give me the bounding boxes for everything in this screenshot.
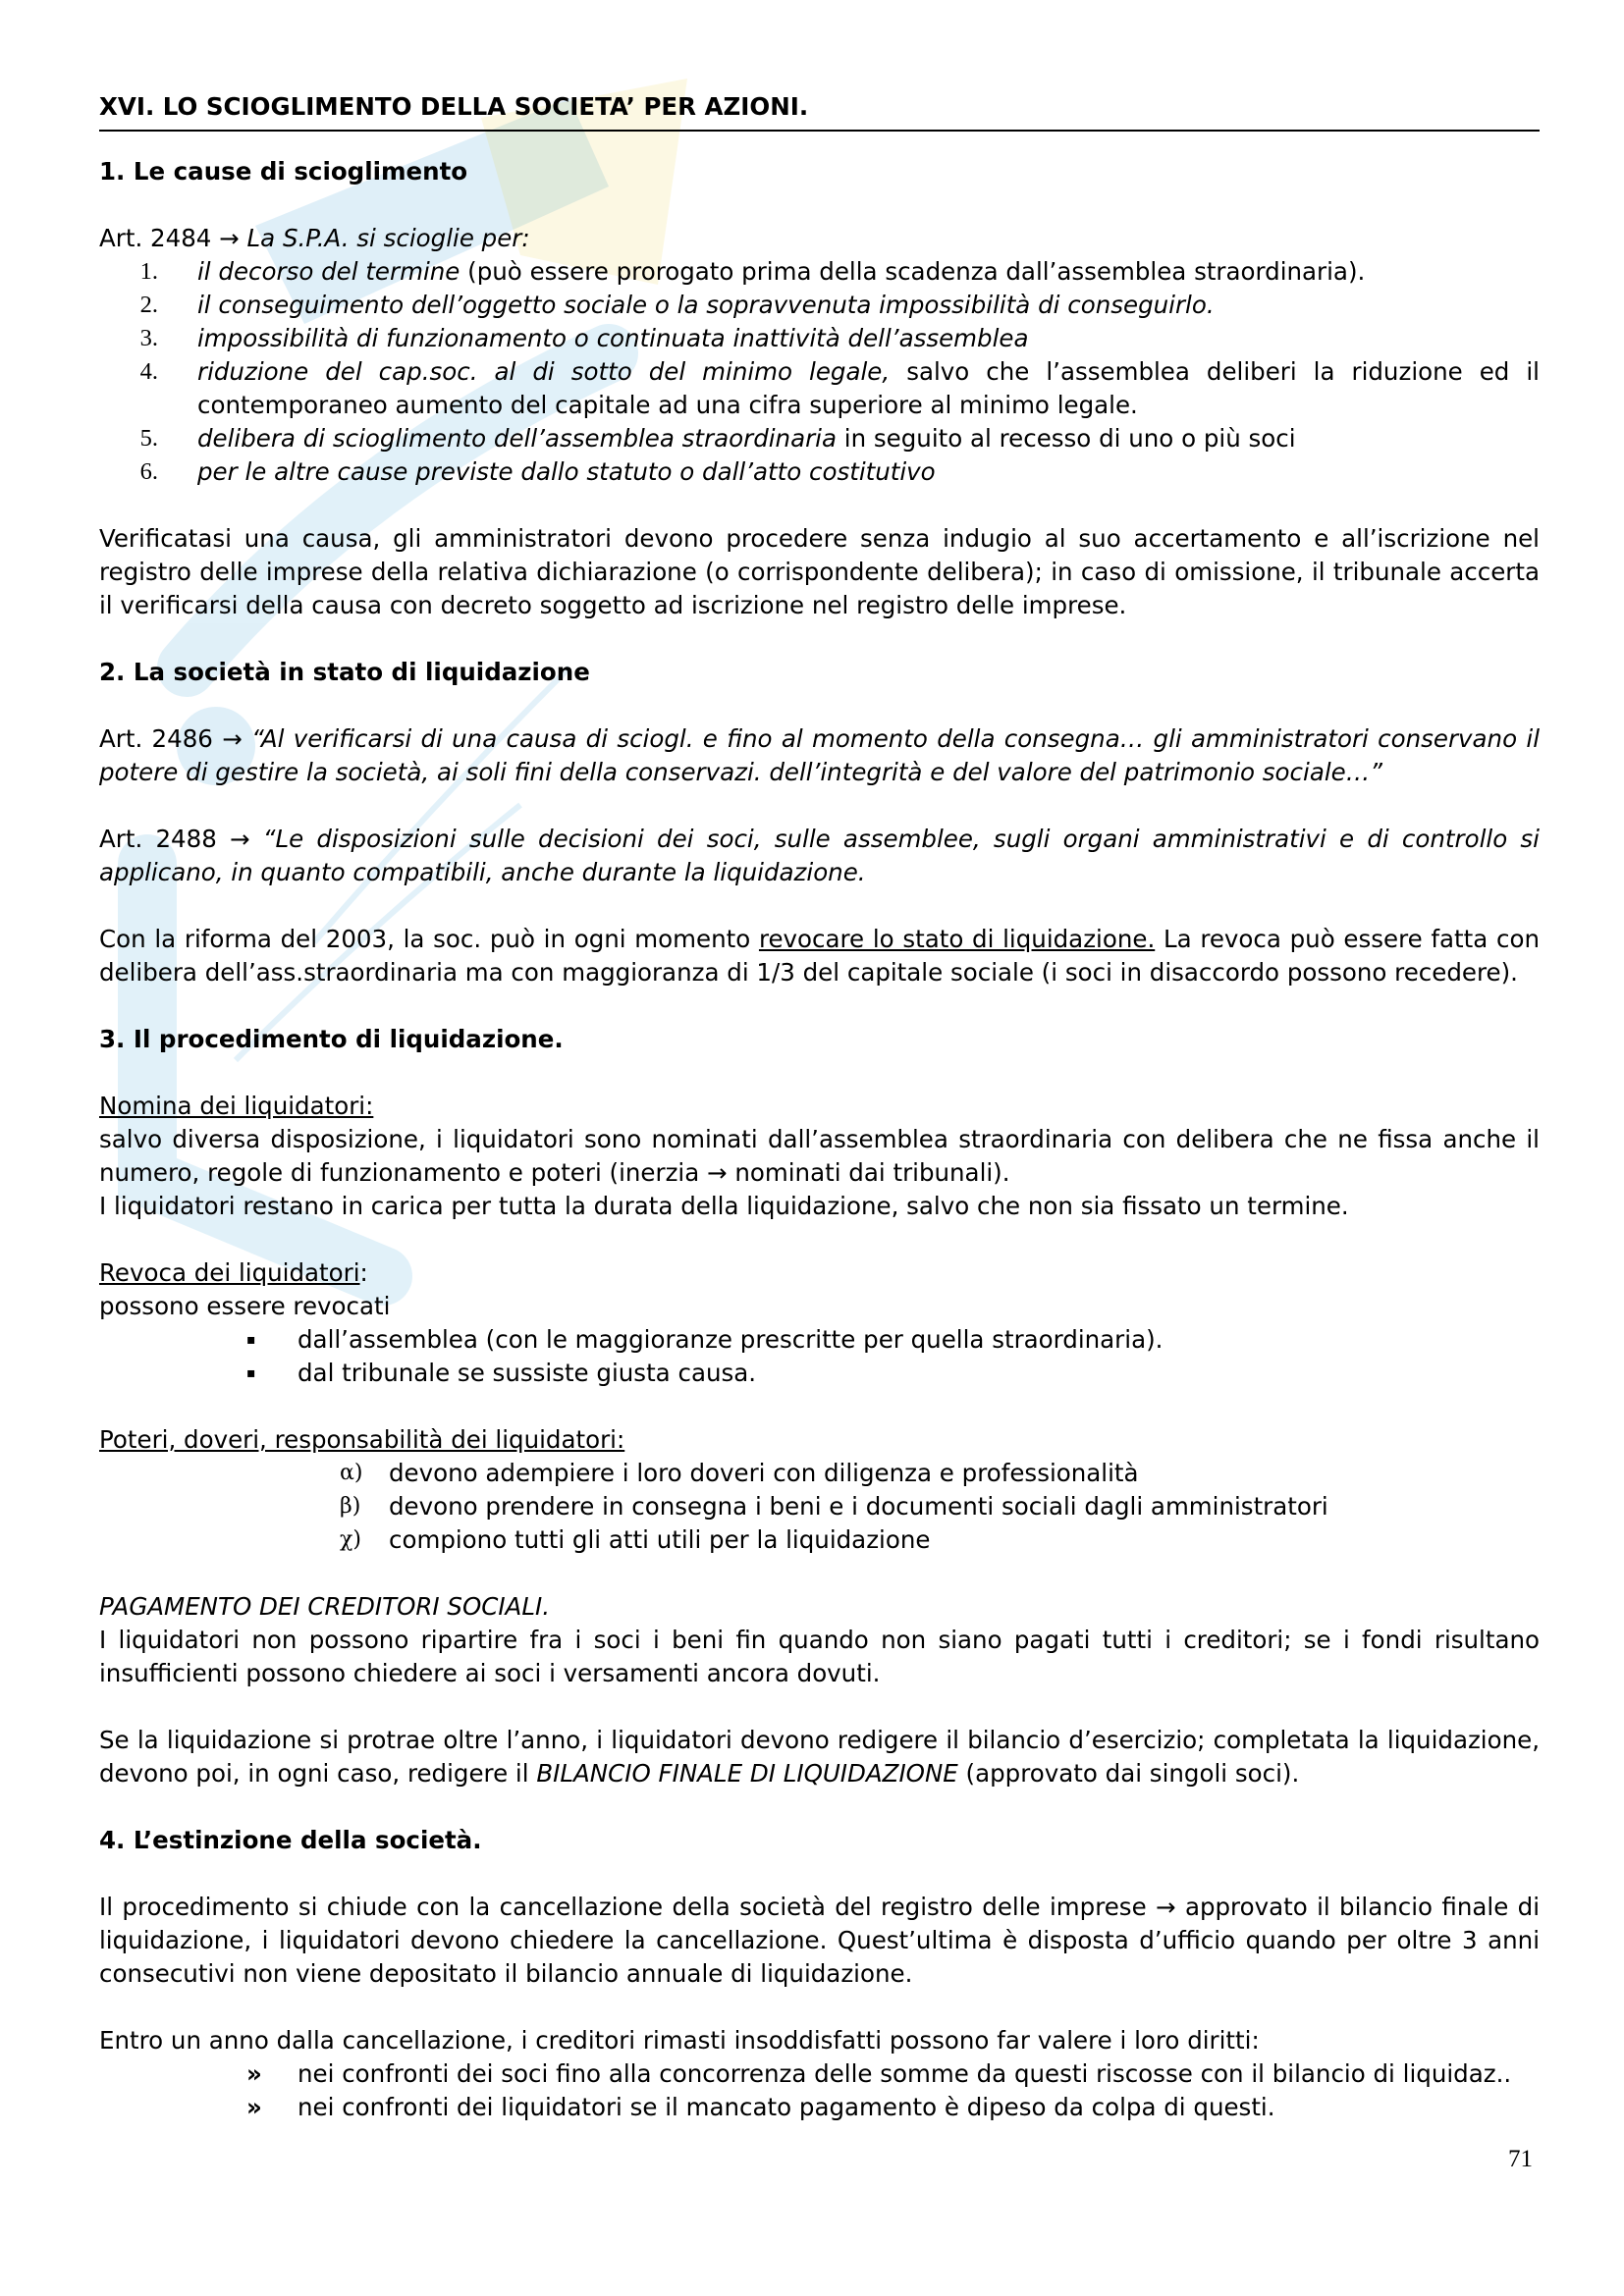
item-text: nei confronti dei liquidatori se il mancato pagamento è dipeso da colpa di questi.: [298, 2093, 1275, 2121]
art-label: Art. 2486: [99, 724, 213, 753]
arrow-icon: →: [222, 724, 243, 753]
square-bullet-icon: ▪: [246, 1332, 256, 1348]
underlined-label: Revoca dei liquidatori: [99, 1258, 360, 1287]
art-label: Art. 2488: [99, 825, 217, 853]
text-run: approvato il bilancio finale di liquidazione, i liquidatori devono chiedere la cancellazione. Quest’ultima è disposta d’ufficio quando per oltre 3 anni consecutivi non viene depositato il bilancio annuale di liquidazione.: [99, 1893, 1541, 1988]
list-number: 3.: [139, 325, 158, 351]
art-2486-paragraph: [99, 722, 1540, 789]
item-italic: il decorso del termine: [197, 257, 460, 286]
underlined-label: Poteri, doveri, responsabilità dei liquidatori:: [99, 1425, 625, 1454]
art-2484-line: [99, 222, 1540, 255]
list-marker: α): [340, 1461, 363, 1485]
item-italic: delibera di scioglimento dell’assemblea straordinaria: [197, 424, 837, 453]
section-3-heading: 3. Il procedimento di liquidazione.: [99, 1025, 564, 1053]
art-text: “Le disposizioni sulle decisioni dei soci, sulle assemblee, sugli organi amministrativi e di controllo si applicano, in quanto compatibili, anche durante la liquidazione.: [99, 825, 1540, 886]
subsection-title: PAGAMENTO DEI CREDITORI SOCIALI.: [99, 1592, 550, 1621]
page-number: 71: [1508, 2146, 1533, 2172]
list-item: [99, 455, 1540, 489]
art-text: La S.P.A. si scioglie per:: [246, 224, 530, 252]
list-item: [99, 355, 1540, 422]
list-item: [99, 255, 1540, 289]
section-4-heading: 4. L’estinzione della società.: [99, 1826, 482, 1854]
list-item: [99, 322, 1540, 355]
paragraph: [99, 923, 1540, 989]
list-item: [99, 1523, 1540, 1557]
item-text: dal tribunale se sussiste giusta causa.: [298, 1359, 757, 1387]
italic-text: BILANCIO FINALE DI LIQUIDAZIONE: [536, 1759, 958, 1788]
list-number: 6.: [139, 458, 158, 485]
text-run: Con la riforma del 2003, la soc. può in ogni momento: [99, 925, 759, 953]
underlined-text: revocare lo stato di liquidazione.: [758, 925, 1156, 953]
paragraph: [99, 1891, 1540, 1991]
art-label: Art. 2484: [99, 224, 212, 252]
item-text: devono adempiere i loro doveri con diligenza e professionalità: [389, 1459, 1139, 1487]
chapter-title: XVI. LO SCIOGLIMENTO DELLA SOCIETA’ PER AZIONI.: [99, 90, 1540, 132]
paragraph: Verificatasi una causa, gli amministratori devono procedere senza indugio al suo accertamento e all’iscrizione nel registro delle imprese della relativa dichiarazione (o corrispondente delibera); in caso di omissione, il tribunale accerta il verificarsi della causa con decreto soggetto ad iscrizione nel registro delle imprese.: [99, 524, 1540, 619]
item-italic: riduzione del cap.soc. al di sotto del minimo legale,: [197, 357, 891, 386]
list-item: [99, 2057, 1540, 2091]
text-run: salvo diversa disposizione, i liquidatori sono nominati dall’assemblea straordinaria con delibera che ne fissa anche il numero, regole di funzionamento e poteri (inerzia: [99, 1125, 1540, 1187]
paragraph: I liquidatori restano in carica per tutta la durata della liquidazione, salvo che non sia fissato un termine.: [99, 1192, 1349, 1220]
list-number: 1.: [139, 258, 158, 285]
list-number: 2.: [139, 292, 158, 318]
subsection-label: [99, 1090, 1540, 1123]
text-run: :: [359, 1258, 368, 1287]
list-marker: β): [340, 1494, 361, 1519]
item-text: salvo che l’assemblea deliberi la riduzione ed il contemporaneo aumento del capitale ad una cifra superiore al minimo legale.: [197, 357, 1540, 419]
item-text: compiono tutti gli atti utili per la liquidazione: [389, 1525, 931, 1554]
poteri-list: [99, 1457, 1540, 1557]
item-text: devono prendere in consegna i beni e i documenti sociali dagli amministratori: [389, 1492, 1328, 1521]
paragraph: [99, 1123, 1540, 1190]
list-item: [99, 289, 1540, 322]
item-italic: per le altre cause previste dallo statuto o dall’atto costitutivo: [197, 457, 936, 486]
arrow-icon: →: [230, 825, 250, 853]
item-italic: il conseguimento dell’oggetto sociale o la sopravvenuta impossibilità di conseguirlo.: [197, 291, 1215, 319]
arrow-icon: →: [1156, 1893, 1176, 1921]
section-1-heading: 1. Le cause di scioglimento: [99, 157, 468, 186]
list-item: [99, 1457, 1540, 1490]
paragraph: [99, 1724, 1540, 1790]
square-bullet-icon: ▪: [246, 1365, 256, 1381]
paragraph: possono essere revocati: [99, 1292, 391, 1320]
list-marker: χ): [340, 1527, 361, 1552]
item-text: nei confronti dei soci fino alla concorrenza delle somme da questi riscosse con il bilancio di liquidaz..: [298, 2059, 1512, 2088]
creditori-list: [99, 2057, 1540, 2124]
subsection-label: [99, 1256, 1540, 1290]
list-item: [99, 1490, 1540, 1523]
text-run: Il procedimento si chiude con la cancellazione della società del registro delle imprese: [99, 1893, 1157, 1921]
paragraph: Entro un anno dalla cancellazione, i creditori rimasti insoddisfatti possono far valere i loro diritti:: [99, 2026, 1260, 2055]
text-run: La revoca può essere fatta con delibera dell’ass.straordinaria ma con maggioranza di 1/3 del capitale sociale (i soci in disaccordo possono recedere).: [99, 925, 1540, 987]
item-text: dall’assemblea (con le maggioranze prescritte per quella straordinaria).: [298, 1325, 1164, 1354]
item-text: (può essere prorogato prima della scadenza dall’assemblea straordinaria).: [460, 257, 1366, 286]
list-number: 5.: [139, 425, 158, 452]
list-item: [99, 1357, 1540, 1390]
revoca-list: [99, 1323, 1540, 1390]
text-run: (approvato dai singoli soci).: [957, 1759, 1300, 1788]
item-italic: impossibilità di funzionamento o continuata inattività dell’assemblea: [197, 324, 1029, 352]
subsection-label: [99, 1423, 1540, 1457]
section-2-heading: 2. La società in stato di liquidazione: [99, 658, 590, 686]
arrow-icon: →: [219, 224, 240, 252]
art-2488-paragraph: [99, 823, 1540, 889]
causes-list: [99, 255, 1540, 489]
list-item: [99, 1323, 1540, 1357]
arrow-icon: →: [707, 1158, 728, 1187]
underlined-label: Nomina dei liquidatori:: [99, 1092, 374, 1120]
document-page: [99, 90, 1540, 2124]
list-number: 4.: [139, 358, 158, 385]
guillemet-bullet-icon: »: [246, 2093, 262, 2121]
list-item: [99, 422, 1540, 455]
item-text: in seguito al recesso di uno o più soci: [837, 424, 1296, 453]
paragraph: I liquidatori non possono ripartire fra i soci i beni fin quando non siano pagati tutti i creditori; se i fondi risultano insufficienti possono chiedere ai soci i versamenti ancora dovuti.: [99, 1626, 1540, 1687]
list-item: [99, 2091, 1540, 2124]
guillemet-bullet-icon: »: [246, 2059, 262, 2088]
text-run: Se la liquidazione si protrae oltre l’anno, i liquidatori devono redigere il bilancio d’esercizio; completata la liquidazione, devono poi, in ogni caso, redigere il: [99, 1726, 1540, 1788]
text-run: nominati dai tribunali).: [727, 1158, 1010, 1187]
art-text: “Al verificarsi di una causa di sciogl. e fino al momento della consegna… gli amministratori conservano il potere di gestire la società, ai soli fini della conservazi. dell’integrità e del valore del patrimonio sociale…”: [99, 724, 1540, 786]
